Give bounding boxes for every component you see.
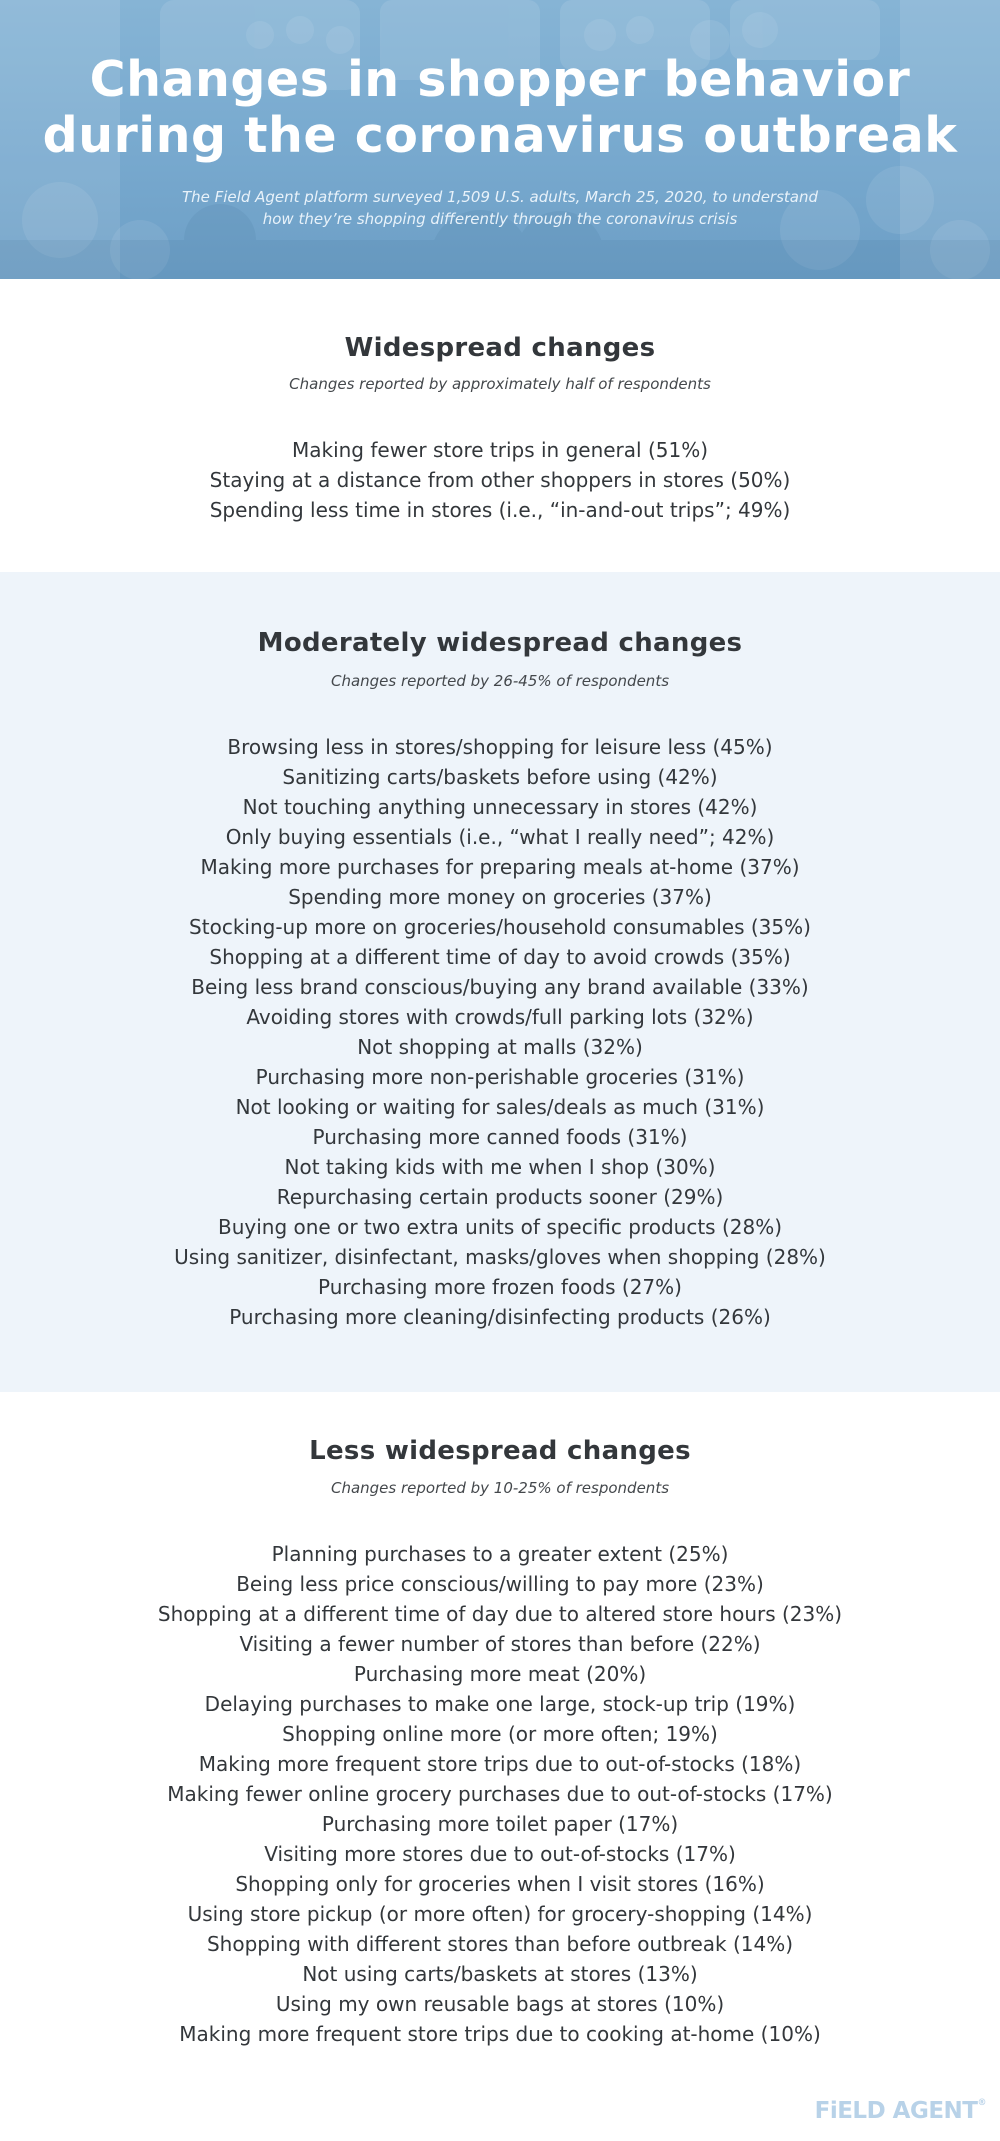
less-widespread-changes-section <box>0 1392 1000 2141</box>
change-list <box>0 1539 1000 2049</box>
list-item: Sanitizing carts/baskets before using (42%) <box>282 765 718 789</box>
page-title-line-1: Changes in shopper behavior <box>89 51 911 108</box>
list-item: Making more purchases for preparing meals at-home (37%) <box>200 855 800 879</box>
list-item: Buying one or two extra units of specific products (28%) <box>217 1215 782 1239</box>
list-item: Purchasing more frozen foods (27%) <box>318 1275 682 1299</box>
list-item: Not taking kids with me when I shop (30%) <box>284 1155 716 1179</box>
list-item: Shopping at a different time of day to avoid crowds (35%) <box>209 945 791 969</box>
list-item: Purchasing more non-perishable groceries (31%) <box>255 1065 745 1089</box>
list-item: Not shopping at malls (32%) <box>357 1035 643 1059</box>
section-title: Widespread changes <box>344 333 656 363</box>
list-item: Delaying purchases to make one large, stock-up trip (19%) <box>204 1692 796 1716</box>
list-item: Purchasing more meat (20%) <box>353 1662 647 1686</box>
section-subtitle: Changes reported by approximately half of respondents <box>289 375 711 393</box>
list-item: Being less brand conscious/buying any brand available (33%) <box>191 975 809 999</box>
change-list <box>0 435 1000 525</box>
field-agent-logo <box>815 2098 986 2124</box>
section-subtitle: Changes reported by 10-25% of respondents <box>330 1479 670 1497</box>
list-item: Planning purchases to a greater extent (25%) <box>271 1542 729 1566</box>
page-title <box>0 52 1000 164</box>
list-item: Repurchasing certain products sooner (29%) <box>276 1185 724 1209</box>
list-item: Avoiding stores with crowds/full parking lots (32%) <box>246 1005 754 1029</box>
section-subtitle: Changes reported by 26-45% of respondents <box>330 672 670 690</box>
logo-registered-mark: ® <box>977 2098 986 2108</box>
list-item: Not using carts/baskets at stores (13%) <box>302 1962 698 1986</box>
list-item: Spending more money on groceries (37%) <box>288 885 712 909</box>
list-item: Stocking-up more on groceries/household consumables (35%) <box>189 915 811 939</box>
list-item: Making more frequent store trips due to cooking at-home (10%) <box>179 2022 821 2046</box>
list-item: Using sanitizer, disinfectant, masks/gloves when shopping (28%) <box>174 1245 826 1269</box>
list-item: Spending less time in stores (i.e., “in-and-out trips”; 49%) <box>209 498 791 522</box>
list-item: Using my own reusable bags at stores (10%) <box>275 1992 725 2016</box>
page-title-line-2: during the coronavirus outbreak <box>42 107 958 164</box>
list-item: Shopping online more (or more often; 19%) <box>282 1722 718 1746</box>
section-title: Moderately widespread changes <box>257 628 743 658</box>
list-item: Staying at a distance from other shoppers in stores (50%) <box>209 468 791 492</box>
page-subtitle <box>0 186 1000 230</box>
list-item: Using store pickup (or more often) for grocery-shopping (14%) <box>187 1902 813 1926</box>
list-item: Purchasing more canned foods (31%) <box>312 1125 688 1149</box>
list-item: Browsing less in stores/shopping for leisure less (45%) <box>227 735 773 759</box>
list-item: Not looking or waiting for sales/deals as much (31%) <box>235 1095 765 1119</box>
list-item: Visiting more stores due to out-of-stocks (17%) <box>264 1842 736 1866</box>
list-item: Being less price conscious/willing to pay more (23%) <box>236 1572 764 1596</box>
page-subtitle-line-2: how they’re shopping differently through the coronavirus crisis <box>262 210 738 228</box>
page-subtitle-line-1: The Field Agent platform surveyed 1,509 U.S. adults, March 25, 2020, to understand <box>181 188 819 206</box>
list-item: Purchasing more cleaning/disinfecting products (26%) <box>229 1305 771 1329</box>
moderately-widespread-changes-section <box>0 572 1000 1392</box>
list-item: Purchasing more toilet paper (17%) <box>321 1812 679 1836</box>
change-list <box>0 732 1000 1332</box>
list-item: Making fewer store trips in general (51%) <box>291 438 709 462</box>
list-item: Visiting a fewer number of stores than before (22%) <box>239 1632 761 1656</box>
list-item: Making more frequent store trips due to out-of-stocks (18%) <box>198 1752 802 1776</box>
widespread-changes-section <box>0 279 1000 572</box>
list-item: Shopping with different stores than before outbreak (14%) <box>206 1932 794 1956</box>
list-item: Only buying essentials (i.e., “what I really need”; 42%) <box>225 825 775 849</box>
list-item: Not touching anything unnecessary in stores (42%) <box>242 795 758 819</box>
list-item: Shopping at a different time of day due to altered store hours (23%) <box>157 1602 843 1626</box>
list-item: Shopping only for groceries when I visit stores (16%) <box>235 1872 765 1896</box>
header-banner <box>0 0 1000 279</box>
list-item: Making fewer online grocery purchases due to out-of-stocks (17%) <box>167 1782 833 1806</box>
logo-text: FiELD AGENT <box>814 2098 978 2124</box>
section-title: Less widespread changes <box>309 1436 691 1466</box>
